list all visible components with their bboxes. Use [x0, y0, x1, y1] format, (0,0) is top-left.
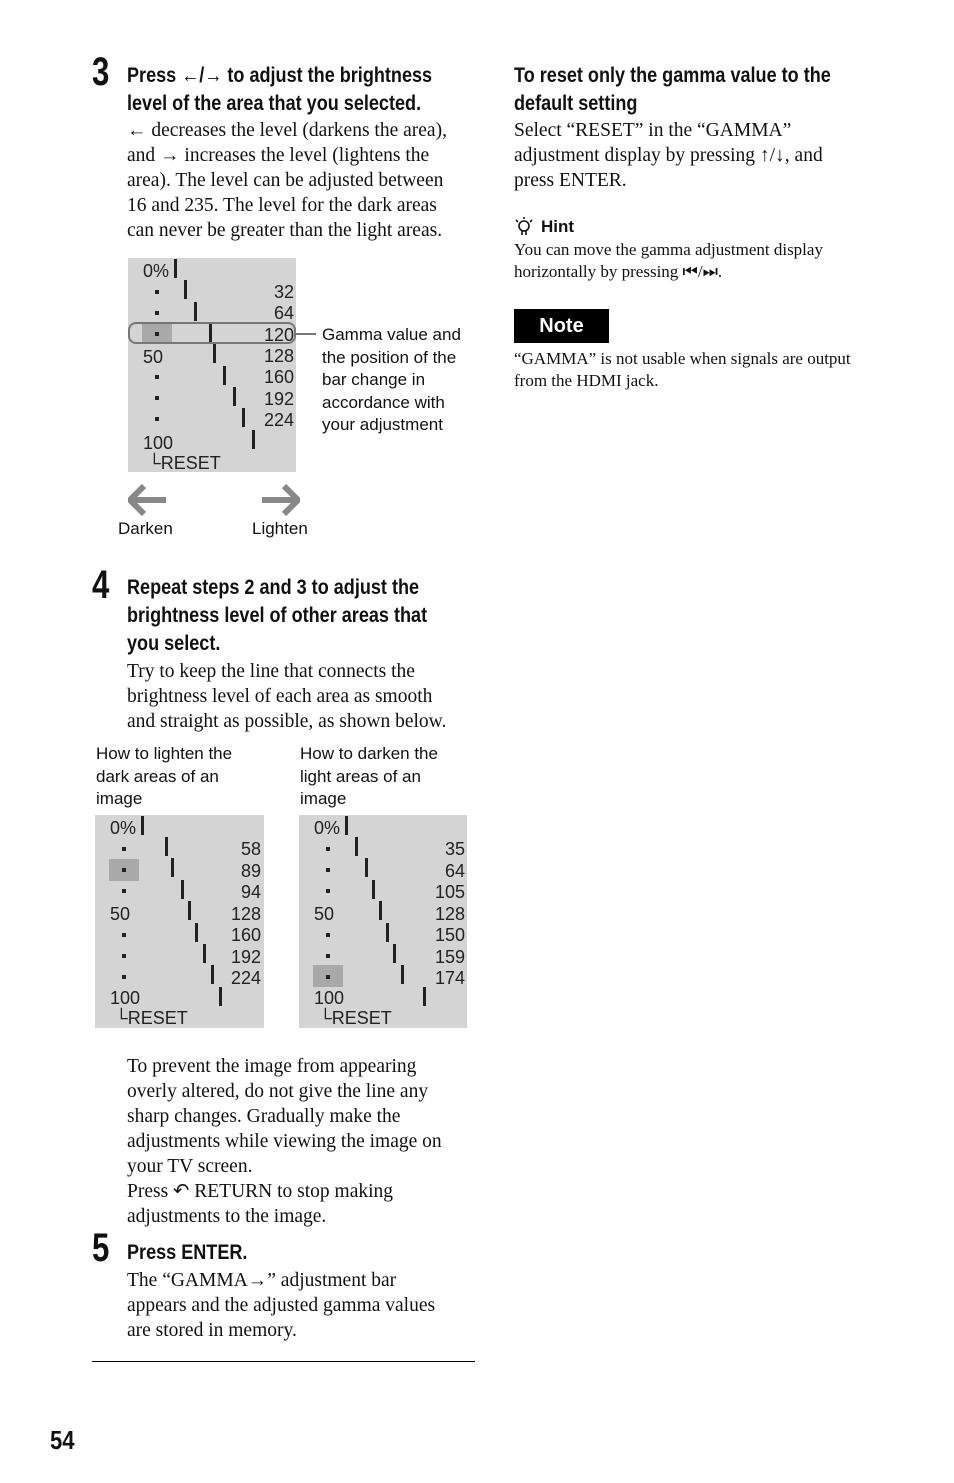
callout-line: bar change in	[322, 370, 426, 389]
section-divider	[92, 1361, 475, 1362]
body-line: ← decreases the level (darkens the area),	[127, 120, 447, 141]
gamma-value: 192	[263, 389, 294, 409]
marker-dot	[326, 975, 330, 979]
gamma-value: 174	[434, 968, 465, 988]
level-bar	[401, 965, 404, 984]
callout-line: Gamma value and	[322, 325, 461, 344]
top-label: 0%	[143, 261, 170, 281]
reset-heading-line: default setting	[514, 92, 638, 115]
mid-label: 50	[314, 904, 335, 924]
level-bar	[219, 987, 222, 1006]
gamma-value: 94	[240, 882, 261, 902]
level-bar	[242, 408, 245, 427]
step3-body	[127, 118, 487, 243]
gamma-panel-lighten	[95, 815, 264, 1028]
marker-dot	[122, 975, 126, 979]
gamma-value: 64	[273, 303, 294, 323]
marker-dot	[326, 847, 330, 851]
caption-line: How to darken the	[300, 744, 438, 763]
marker-dot	[326, 868, 330, 872]
top-label: 0%	[110, 818, 137, 838]
caption-line: How to lighten the	[96, 744, 233, 763]
body-line: The “GAMMA→” adjustment bar	[127, 1270, 397, 1291]
marker-dot	[122, 889, 126, 893]
level-bar	[365, 858, 368, 877]
level-bar	[423, 987, 426, 1006]
level-bar	[171, 858, 174, 877]
step4-body	[127, 659, 497, 734]
step3-heading-line: level of the area that you selected.	[127, 92, 422, 115]
gamma-value: 192	[230, 947, 261, 967]
darken-label: Darken	[118, 519, 173, 538]
gamma-value: 35	[444, 839, 465, 859]
level-bar	[379, 901, 382, 920]
body-line: appears and the adjusted gamma values	[127, 1295, 436, 1316]
gamma-value: 159	[434, 947, 465, 967]
level-bar	[345, 816, 348, 835]
body-line: and straight as possible, as shown below.	[127, 711, 447, 732]
marker-dot	[326, 889, 330, 893]
marker-dot	[122, 954, 126, 958]
gamma-value: 128	[263, 346, 294, 366]
level-bar	[194, 302, 197, 321]
hint-label: Hint	[541, 217, 575, 236]
step3-heading-line: Press ←/→ to adjust the brightness	[127, 64, 433, 87]
body-line: brightness level of each area as smooth	[127, 686, 433, 707]
right-caption	[300, 743, 490, 811]
callout-line: accordance with	[322, 392, 445, 412]
reset-heading-line: To reset only the gamma value to the	[514, 64, 831, 87]
caption-line: image	[96, 789, 143, 808]
level-bar	[184, 280, 187, 299]
note-text	[514, 348, 934, 392]
marker-dot	[326, 954, 330, 958]
marker-dot	[122, 933, 126, 937]
selection-outline	[128, 322, 296, 344]
caption-line: image	[300, 789, 347, 808]
note-label: Note	[514, 309, 609, 343]
marker-dot	[326, 933, 330, 937]
lightbulb-icon	[514, 217, 534, 237]
reset-label: └RESET	[115, 1008, 188, 1028]
body-line: and → increases the level (lightens the	[127, 145, 430, 166]
note-line: “GAMMA” is not usable when signals are output	[514, 349, 851, 368]
level-bar	[211, 965, 214, 984]
caption-line: light areas of an	[300, 766, 421, 786]
gamma-value: 160	[263, 367, 294, 387]
step-number-5: 5	[92, 1226, 110, 1270]
step3-heading	[127, 62, 471, 118]
gamma-value: 128	[230, 904, 261, 924]
step-number-3: 3	[92, 50, 110, 94]
left-caption	[96, 743, 286, 811]
body-line: area). The level can be adjusted between	[127, 170, 444, 191]
hint-line: You can move the gamma adjustment display	[514, 240, 823, 259]
body-line: Press ↶ RETURN to stop making	[127, 1181, 394, 1202]
level-bar	[141, 816, 144, 835]
level-bar	[233, 387, 236, 406]
step4-heading	[127, 574, 471, 658]
body-line: Try to keep the line that connects the	[127, 661, 415, 682]
marker-dot	[155, 290, 159, 294]
step4-heading-line: Repeat steps 2 and 3 to adjust the	[127, 576, 420, 599]
bottom-label: 100	[110, 988, 141, 1008]
body-line: press ENTER.	[514, 170, 627, 191]
level-bar	[181, 880, 184, 899]
marker-dot	[155, 417, 159, 421]
gamma-panel-darken	[299, 815, 467, 1028]
note-line: from the HDMI jack.	[514, 371, 659, 390]
level-bar	[372, 880, 375, 899]
top-label: 0%	[314, 818, 341, 838]
callout-line: your adjustment	[322, 415, 443, 434]
reset-label: └RESET	[148, 453, 221, 473]
gamma-value: 89	[240, 861, 261, 881]
hint-line: horizontally by pressing ⏮/⏭.	[514, 262, 723, 281]
step4-heading-line: you select.	[127, 632, 221, 655]
level-bar	[174, 259, 177, 278]
gamma-value: 150	[434, 925, 465, 945]
marker-dot	[155, 375, 159, 379]
level-bar	[165, 837, 168, 856]
gamma-value: 128	[434, 904, 465, 924]
body-line: overly altered, do not give the line any	[127, 1081, 429, 1102]
bottom-label: 100	[143, 433, 174, 453]
mid-label: 50	[143, 347, 164, 367]
caption-line: dark areas of an	[96, 766, 219, 786]
level-bar	[203, 944, 206, 963]
body-line: adjustment display by pressing ↑/↓, and	[514, 145, 823, 166]
step5-body	[127, 1268, 497, 1343]
step4-heading-line: brightness level of other areas that	[127, 604, 428, 627]
step4-after-text	[127, 1054, 497, 1229]
level-bar	[386, 923, 389, 942]
gamma-value: 120	[263, 325, 294, 345]
body-line: adjustments while viewing the image on	[127, 1131, 442, 1152]
lighten-label: Lighten	[252, 519, 308, 538]
gamma-value: 58	[240, 839, 261, 859]
callout-leader	[296, 333, 316, 335]
level-bar	[355, 837, 358, 856]
gamma-value: 64	[444, 861, 465, 881]
level-bar	[223, 366, 226, 385]
marker-dot	[122, 868, 126, 872]
step-number-4: 4	[92, 563, 110, 607]
level-bar	[195, 923, 198, 942]
body-line: your TV screen.	[127, 1156, 253, 1177]
hint-text	[514, 239, 934, 283]
gamma-panel-step3	[128, 258, 296, 472]
level-bar	[213, 344, 216, 363]
reset-heading	[514, 62, 875, 118]
gamma-value: 32	[273, 282, 294, 302]
callout-text	[322, 324, 482, 437]
body-line: adjustments to the image.	[127, 1206, 327, 1227]
level-bar	[393, 944, 396, 963]
body-line: Select “RESET” in the “GAMMA”	[514, 120, 792, 141]
body-line: To prevent the image from appearing	[127, 1056, 417, 1077]
marker-dot	[155, 311, 159, 315]
gamma-value: 224	[230, 968, 261, 988]
body-line: are stored in memory.	[127, 1320, 297, 1341]
gamma-value: 160	[230, 925, 261, 945]
marker-dot	[122, 847, 126, 851]
right-arrow-icon	[260, 484, 300, 516]
mid-label: 50	[110, 904, 131, 924]
body-line: sharp changes. Gradually make the	[127, 1106, 401, 1127]
gamma-value: 224	[263, 410, 294, 430]
callout-line: the position of the	[322, 347, 457, 367]
left-arrow-icon	[128, 484, 168, 516]
reset-label: └RESET	[319, 1008, 392, 1028]
reset-body	[514, 118, 934, 193]
step5-heading: Press ENTER.	[127, 1241, 248, 1264]
body-line: can never be greater than the light areas.	[127, 220, 443, 241]
page-number: 54	[50, 1425, 75, 1455]
body-line: 16 and 235. The level for the dark areas	[127, 195, 437, 216]
gamma-value: 105	[434, 882, 465, 902]
bottom-label: 100	[314, 988, 345, 1008]
marker-dot	[155, 396, 159, 400]
level-bar	[188, 901, 191, 920]
level-bar	[252, 430, 255, 449]
